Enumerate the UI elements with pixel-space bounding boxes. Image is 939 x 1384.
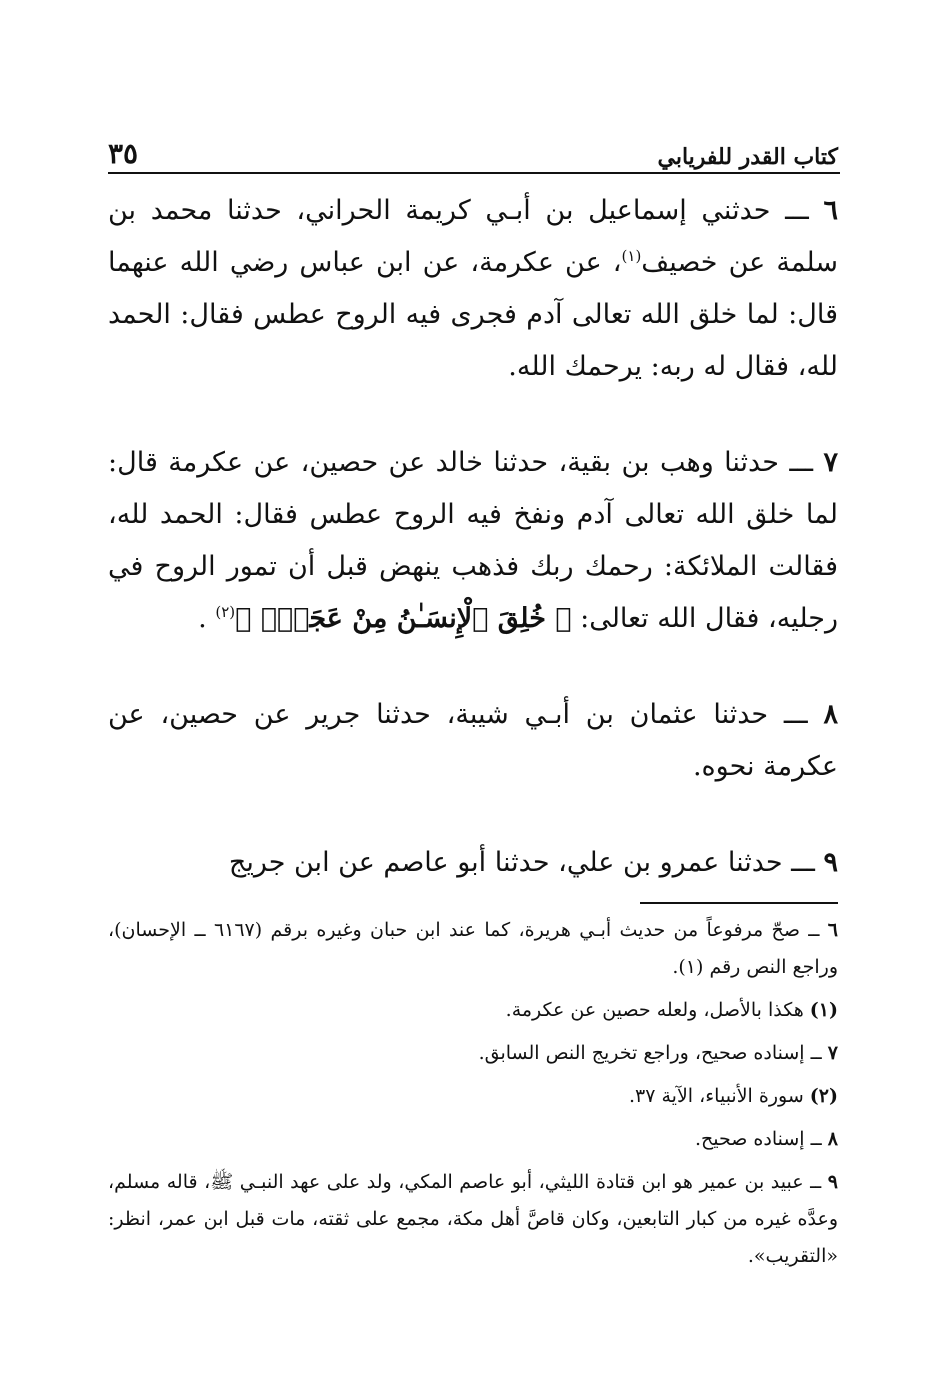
footnote-text: سورة الأنبياء، الآية ٣٧.	[628, 1085, 810, 1107]
footnote-mark: (٢)	[809, 1085, 838, 1107]
paragraph-7	[108, 437, 838, 645]
footnotes	[108, 912, 838, 1281]
footnote-text: ــ إسناده صحيح، وراجع تخريج النص السابق.	[478, 1042, 828, 1064]
running-title: كتاب القدر للفريابي	[657, 144, 838, 170]
footnote-mark: ٧	[827, 1042, 838, 1064]
footnote-mark: (١)	[809, 999, 838, 1021]
paragraph-9	[108, 837, 838, 889]
page-header	[108, 128, 838, 170]
footnote-item	[108, 1164, 838, 1275]
footnote-mark: ٦	[827, 919, 839, 941]
paragraph-text: ـــ حدثنا وهب بن بقية، حدثنا خالد عن حصين، عن عكرمة قال: لما خلق الله تعالى آدم ونفخ فيه الروح عطس فقال: الحمد لله، فقالت الملائكة: رحمك ربك فذهب ينهض قبل أن تمور الروح في رجليه، فقال الله تعالى:	[108, 447, 838, 634]
footnote-item	[108, 992, 838, 1029]
footnote-text: هكذا بالأصل، ولعله حصين عن عكرمة.	[505, 999, 810, 1021]
footnote-item	[108, 1078, 838, 1115]
footnote-item	[108, 1035, 838, 1072]
footnote-mark: ٩	[827, 1171, 838, 1193]
paragraph-number: ٦	[823, 195, 838, 226]
paragraph-8	[108, 689, 838, 793]
footnote-rule	[640, 902, 838, 904]
footnote-mark: ٨	[827, 1128, 838, 1150]
page-number: ٣٥	[108, 137, 139, 170]
footnote-text: ــ صحّ مرفوعاً من حديث أبـي هريرة، كما عند ابن حبان وغيره برقم (٦١٦٧ ــ الإحسان)، وراجع النص رقم (١).	[108, 919, 838, 978]
header-rule	[108, 172, 840, 174]
paragraph-number: ٩	[823, 847, 838, 878]
footnote-ref: (٢)	[215, 603, 236, 621]
footnote-item	[108, 912, 838, 986]
quran-verse: ﴿ خُلِقَ ٱلْإِنسَـٰنُ مِنْ عَجَلٍۚ ﴾	[235, 603, 572, 634]
paragraph-text: .	[198, 603, 216, 634]
footnote-text: ــ إسناده صحيح.	[694, 1128, 828, 1150]
footnote-ref: (١)	[621, 247, 642, 265]
paragraph-text: ـــ حدثنا عثمان بن أبـي شيبة، حدثنا جرير عن حصين، عن عكرمة نحوه.	[108, 699, 838, 782]
footnote-item	[108, 1121, 838, 1158]
paragraph-text: ـــ حدثني إسماعيل بن أبـي كريمة الحراني، حدثنا محمد بن سلمة عن خصيف	[108, 195, 838, 278]
paragraph-text: ، عن عكرمة، عن ابن عباس رضي الله عنهما قال: لما خلق الله تعالى آدم فجرى فيه الروح عطس فقال: الحمد لله، فقال له ربه: يرحمك الله.	[108, 247, 838, 382]
paragraph-number: ٧	[823, 447, 838, 478]
paragraph-number: ٨	[823, 699, 838, 730]
footnote-text: ــ عبيد بن عمير هو ابن قتادة الليثي، أبو عاصم المكي، ولد على عهد النبـي ﷺ، قاله مسلم، وعدَّه غيره من كبار التابعين، وكان قاصَّ أهل مكة، مجمع على ثقته، مات قبل ابن عمر، انظر: «التقريب».	[108, 1171, 838, 1267]
paragraph-6	[108, 185, 838, 393]
main-text	[108, 185, 838, 933]
paragraph-text: ـــ حدثنا عمرو بن علي، حدثنا أبو عاصم عن ابن جريج	[228, 847, 824, 878]
